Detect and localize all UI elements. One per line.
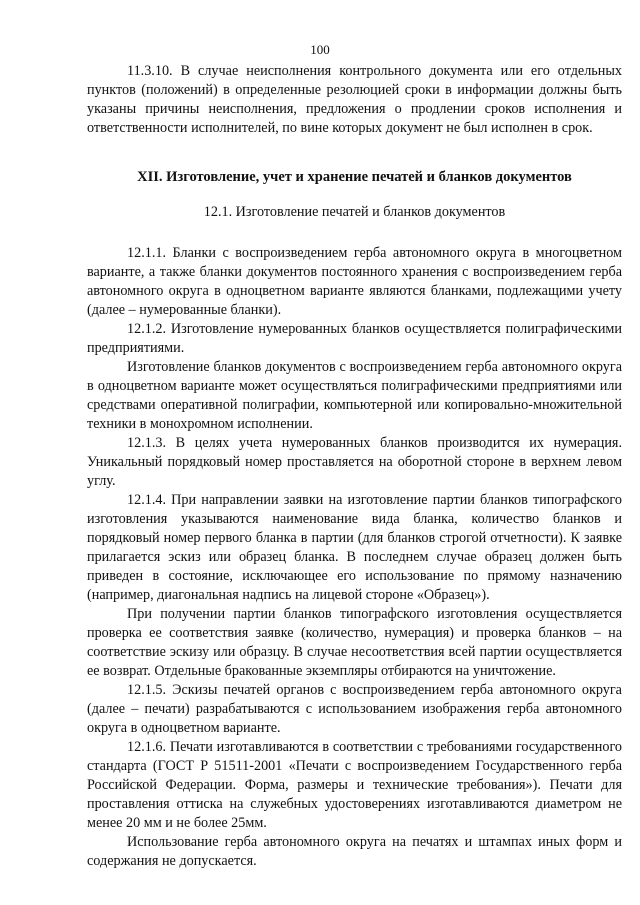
paragraph-11-3-10: 11.3.10. В случае неисполнения контрольного документа или его отдельных пунктов (положений) в определенные резолюцией сроки в информации должны быть указаны причины неисполнения, предложения о продлении сроков исполнения и ответственности исполнителей, по вине которых документ не был исполнен в срок. [87,63,622,136]
section-heading: XII. Изготовление, учет и хранение печатей и бланков документов [137,169,572,185]
paragraph-printing-methods: Изготовление бланков документов с воспроизведением герба автономного округа в одноцветном варианте может осуществляться полиграфическими предприятиями или средствами оперативной полиграфии, компьютерной или копировально-множительной техники в монохромном исполнении. [87,359,622,432]
paragraph-batch-check: При получении партии бланков типографского изготовления осуществляется проверка ее соответствия заявке (количество, нумерация) и проверка бланков – на соответствие эскизу или образцу. В случае несоответствия всей партии осуществляется ее возврат. Отдельные бракованные экземпляры отбираются на уничтожение. [87,606,622,679]
document-body [87,62,622,871]
paragraph-12-1-4: 12.1.4. При направлении заявки на изготовление партии бланков типографского изготовления указываются наименование вида бланка, количество бланков и порядковый номер первого бланка в партии (для бланков строгой отчетности). К заявке прилагается эскиз или образец бланка. В последнем случае образец должен быть приведен в состояние, исключающее его использование по прямому назначению (например, диагональная надпись на лицевой стороне «Образец»). [87,492,622,603]
subsection-heading: 12.1. Изготовление печатей и бланков документов [203,204,506,220]
paragraph-12-1-1: 12.1.1. Бланки с воспроизведением герба автономного округа в многоцветном варианте, а также бланки документов постоянного хранения с воспроизведением герба автономного округа в одноцветном варианте являются бланками, подлежащими учету (далее – нумерованные бланки). [87,245,622,318]
paragraph-12-1-5: 12.1.5. Эскизы печатей органов с воспроизведением герба автономного округа (далее – печати) разрабатываются с использованием изображения герба автономного округа в одноцветном варианте. [87,682,622,736]
paragraph-12-1-3: 12.1.3. В целях учета нумерованных бланков производится их нумерация. Уникальный порядковый номер проставляется на оборотной стороне в верхнем левом углу. [87,435,622,489]
paragraph-12-1-2: 12.1.2. Изготовление нумерованных бланков осуществляется полиграфическими предприятиями. [87,321,622,356]
page-number: 100 [310,42,330,57]
paragraph-coat-usage: Использование герба автономного округа на печатях и штампах иных форм и содержания не допускается. [87,834,622,869]
paragraph-12-1-6: 12.1.6. Печати изготавливаются в соответствии с требованиями государственного стандарта (ГОСТ Р 51511-2001 «Печати с воспроизведением Государственного герба Российской Федерации. Форма, размеры и технические требования»). Печати для проставления оттиска на служебных удостоверениях изготавливаются диаметром не менее 20 мм и не более 25мм. [87,739,622,831]
